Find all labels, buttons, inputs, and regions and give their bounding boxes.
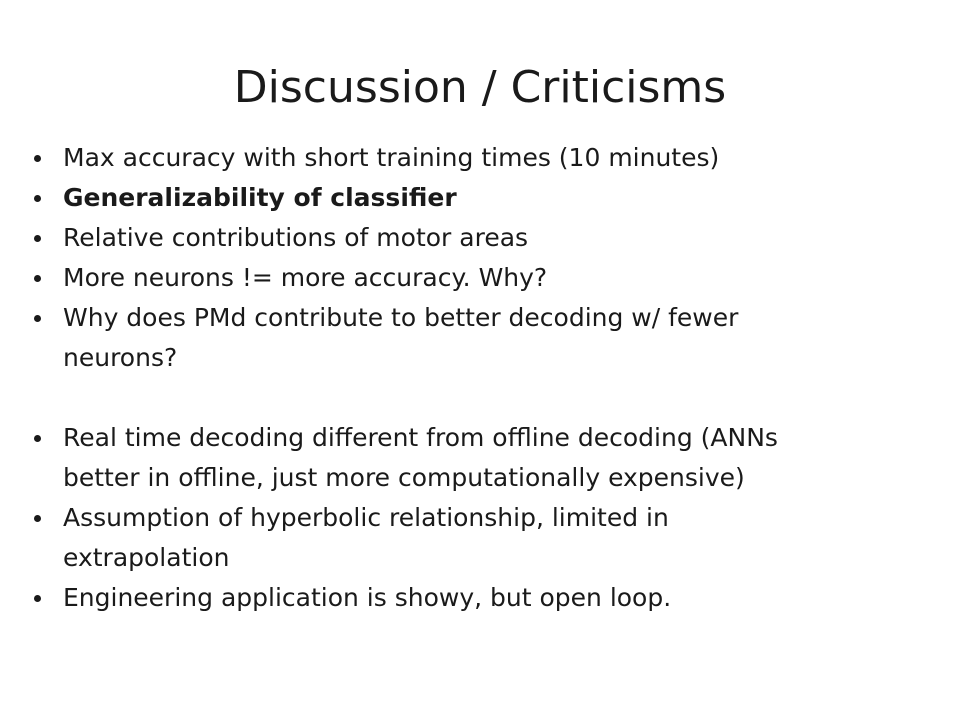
bullet-line: Max accuracy with short training times (10 minutes) — [63, 143, 720, 172]
bullet-line: Assumption of hyperbolic relationship, limited in — [63, 503, 669, 532]
bullet-icon — [34, 195, 41, 202]
bullet-item — [34, 258, 939, 298]
bullet-text — [63, 138, 939, 178]
bullet-list — [34, 138, 939, 618]
bullet-text — [63, 418, 939, 498]
bullet-line: Engineering application is showy, but open loop. — [63, 583, 672, 612]
bullet-text — [63, 258, 939, 298]
bullet-text — [63, 498, 939, 578]
bullet-line: More neurons != more accuracy. Why? — [63, 263, 548, 292]
bullet-text — [63, 218, 939, 258]
bullet-icon — [34, 275, 41, 282]
bullet-line: Real time decoding different from offline decoding (ANNs — [63, 423, 778, 452]
bullet-item — [34, 298, 939, 378]
bullet-line: Generalizability of classifier — [63, 183, 457, 212]
bullet-text — [63, 178, 939, 218]
bullet-line: neurons? — [63, 343, 178, 372]
bullet-spacer — [34, 378, 939, 418]
bullet-text — [63, 578, 939, 618]
bullet-item — [34, 578, 939, 618]
bullet-icon — [34, 595, 41, 602]
bullet-icon — [34, 315, 41, 322]
bullet-line: Relative contributions of motor areas — [63, 223, 529, 252]
bullet-text — [63, 298, 939, 378]
bullet-item — [34, 418, 939, 498]
bullet-line: extrapolation — [63, 543, 230, 572]
bullet-item — [34, 178, 939, 218]
bullet-icon — [34, 515, 41, 522]
bullet-icon — [34, 235, 41, 242]
bullet-line: better in offline, just more computationally expensive) — [63, 463, 745, 492]
bullet-icon — [34, 435, 41, 442]
bullet-item — [34, 138, 939, 178]
bullet-icon — [34, 155, 41, 162]
bullet-item — [34, 498, 939, 578]
slide-title: Discussion / Criticisms — [233, 62, 727, 113]
bullet-line: Why does PMd contribute to better decoding w/ fewer — [63, 303, 739, 332]
bullet-item — [34, 218, 939, 258]
